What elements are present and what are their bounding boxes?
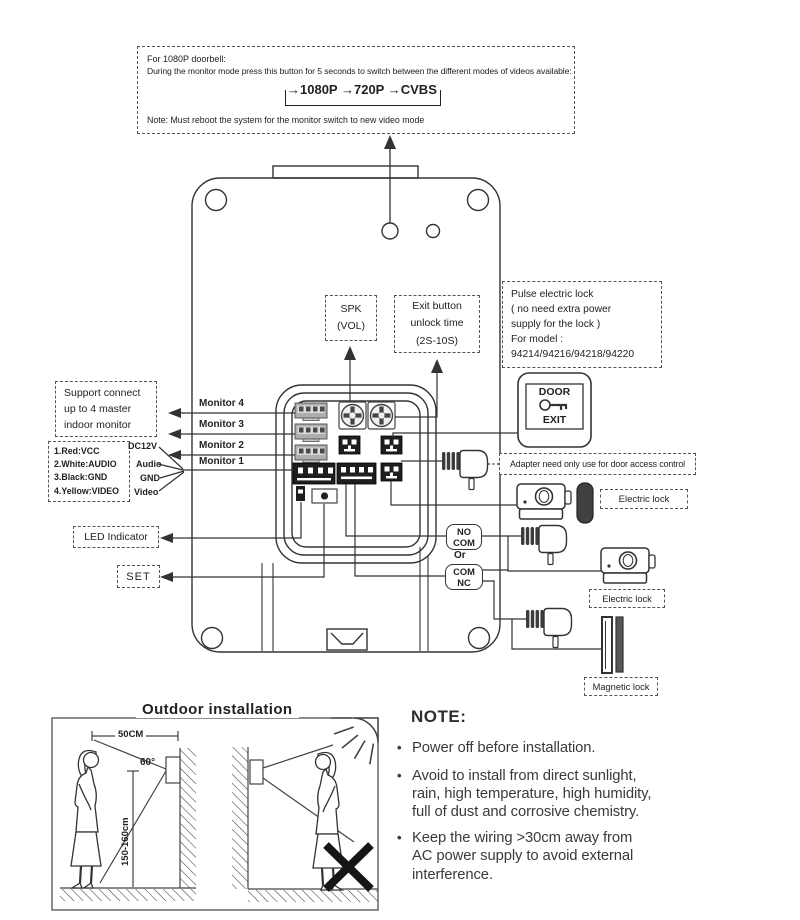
bullet-icon: • bbox=[397, 740, 402, 755]
lock-strike-bar bbox=[577, 483, 593, 523]
wire-color-line: 1.Red:VCC bbox=[54, 446, 100, 456]
mode-cvbs: CVBS bbox=[400, 82, 437, 97]
exit-unlock-time-label: Exit button unlock time (2S-10S) bbox=[394, 295, 480, 353]
note-bullet-line: full of dust and corrosive chemistry. bbox=[412, 804, 640, 820]
person-figure bbox=[313, 753, 343, 890]
led-indicator-label: LED Indicator bbox=[73, 526, 159, 548]
screw-hole bbox=[202, 628, 223, 649]
outdoor-title: Outdoor installation bbox=[136, 701, 299, 718]
monitor1-label: Monitor 1 bbox=[199, 456, 244, 467]
pin-label-audio: Audio bbox=[136, 459, 162, 469]
power-adapter-1 bbox=[442, 451, 488, 490]
dim-50cm-label: 50CM bbox=[115, 729, 146, 740]
spk-vol-label: SPK (VOL) bbox=[325, 295, 377, 341]
door-exit-text-top: DOOR bbox=[538, 386, 571, 398]
mode-1080p: 1080P bbox=[300, 82, 338, 97]
monitor2-label: Monitor 2 bbox=[199, 440, 244, 451]
video-mode-cycle bbox=[287, 82, 437, 97]
door-exit-button bbox=[518, 373, 591, 447]
wire-color-line: 3.Black:GND bbox=[54, 472, 108, 483]
bullet-icon: • bbox=[397, 830, 402, 845]
doorbell-on-wall bbox=[250, 760, 263, 784]
door-exit-text-bottom: EXIT bbox=[542, 414, 567, 426]
ground-hatch bbox=[248, 890, 378, 902]
wire-color-legend bbox=[48, 441, 130, 502]
note-bullet-line: AC power supply to avoid external bbox=[412, 848, 634, 864]
outdoor-scene-wrong bbox=[232, 718, 378, 902]
wire-color-line: 2.White:AUDIO bbox=[54, 459, 117, 470]
doorbell-on-wall bbox=[166, 757, 180, 783]
outdoor-panel bbox=[52, 718, 378, 910]
mounting-tab bbox=[273, 166, 418, 178]
adapter-note-label: Adapter need only use for door access control bbox=[499, 453, 696, 475]
dim-60deg-label: 60° bbox=[140, 757, 156, 768]
power-adapter-2 bbox=[521, 526, 567, 565]
volume-potentiometer bbox=[339, 402, 366, 429]
mode-switch-arrow bbox=[384, 135, 396, 223]
mode-button-hole bbox=[382, 223, 398, 239]
mode-box-title: For 1080P doorbell: bbox=[147, 54, 226, 64]
terminal-2pin-a bbox=[339, 436, 360, 454]
monitor1-connector bbox=[293, 463, 335, 484]
monitor3-label: Monitor 3 bbox=[199, 419, 244, 430]
bullet-icon: • bbox=[397, 768, 402, 783]
monitor2-connector bbox=[295, 445, 327, 463]
ground-hatch bbox=[60, 889, 196, 901]
unlock-time-potentiometer bbox=[368, 402, 395, 429]
support-line: indoor monitor bbox=[64, 419, 132, 431]
outdoor-scene-correct bbox=[60, 731, 196, 901]
set-button-component bbox=[312, 489, 337, 503]
electric-lock-1-label: Electric lock bbox=[600, 489, 688, 509]
flow-arrow-icon: → bbox=[387, 82, 401, 97]
flow-arrow-icon: → bbox=[287, 82, 300, 97]
wire-color-line: 4.Yellow:VIDEO bbox=[54, 485, 120, 496]
terminal-2pin-b bbox=[381, 436, 402, 454]
mode-box-note: Note: Must reboot the system for the monitor switch to new video mode bbox=[147, 115, 425, 125]
electric-lock-2-label: Electric lock bbox=[589, 589, 665, 608]
terminal-2pin-c bbox=[381, 463, 402, 481]
wall-hatch bbox=[232, 747, 248, 889]
support-line: up to 4 master bbox=[64, 403, 132, 415]
pulse-lock-note: Pulse electric lock ( no need extra power supply for the lock ) For model : 94214/94216/94218/94220 bbox=[502, 281, 662, 368]
dim-height-label: 150-160cm bbox=[120, 817, 131, 866]
note-bullet-line: Power off before installation. bbox=[412, 740, 596, 756]
electric-lock-2 bbox=[601, 548, 655, 583]
pin-label-gnd: GND bbox=[140, 473, 160, 483]
support-line: Support connect bbox=[64, 387, 141, 399]
set-label: SET bbox=[117, 565, 160, 588]
relay-no-com-box: NO COM bbox=[446, 524, 482, 550]
mounting-hook bbox=[327, 629, 367, 650]
support-monitors-note bbox=[55, 381, 157, 437]
mic-hole bbox=[427, 225, 440, 238]
power-adapter-3 bbox=[526, 609, 572, 648]
monitor3-connector bbox=[295, 424, 327, 442]
pin-label-dc12v: DC12V bbox=[128, 441, 158, 451]
person-figure bbox=[71, 751, 101, 888]
led-component bbox=[296, 486, 305, 501]
flow-arrow-icon: → bbox=[340, 82, 354, 97]
screw-hole bbox=[469, 628, 490, 649]
pin-label-video: Video bbox=[134, 487, 159, 497]
mode-box-description: During the monitor mode press this button for 5 seconds to switch between the different modes of videos available: bbox=[147, 66, 572, 76]
relay-terminal-4pin bbox=[337, 463, 376, 484]
screw-hole bbox=[206, 190, 227, 211]
view-angle-lines bbox=[263, 745, 354, 842]
magnetic-lock bbox=[602, 617, 623, 673]
note-heading: NOTE: bbox=[411, 707, 467, 726]
mode-720p: 720P bbox=[353, 82, 385, 97]
note-bullet-line: interference. bbox=[412, 867, 493, 883]
magnetic-lock-label: Magnetic lock bbox=[584, 677, 658, 696]
relay-or-label: Or bbox=[454, 550, 466, 561]
monitor4-label: Monitor 4 bbox=[199, 398, 244, 409]
screw-hole bbox=[468, 190, 489, 211]
sun-icon bbox=[331, 718, 378, 764]
note-bullet-line: Avoid to install from direct sunlight, bbox=[412, 768, 637, 784]
relay-com-nc-box: COM NC bbox=[445, 564, 483, 590]
electric-lock-1 bbox=[517, 484, 571, 519]
wall-hatch bbox=[180, 748, 196, 888]
monitor4-connector bbox=[295, 403, 327, 421]
note-bullet-line: rain, high temperature, high humidity, bbox=[412, 786, 652, 802]
note-bullet-line: Keep the wiring >30cm away from bbox=[412, 830, 633, 846]
